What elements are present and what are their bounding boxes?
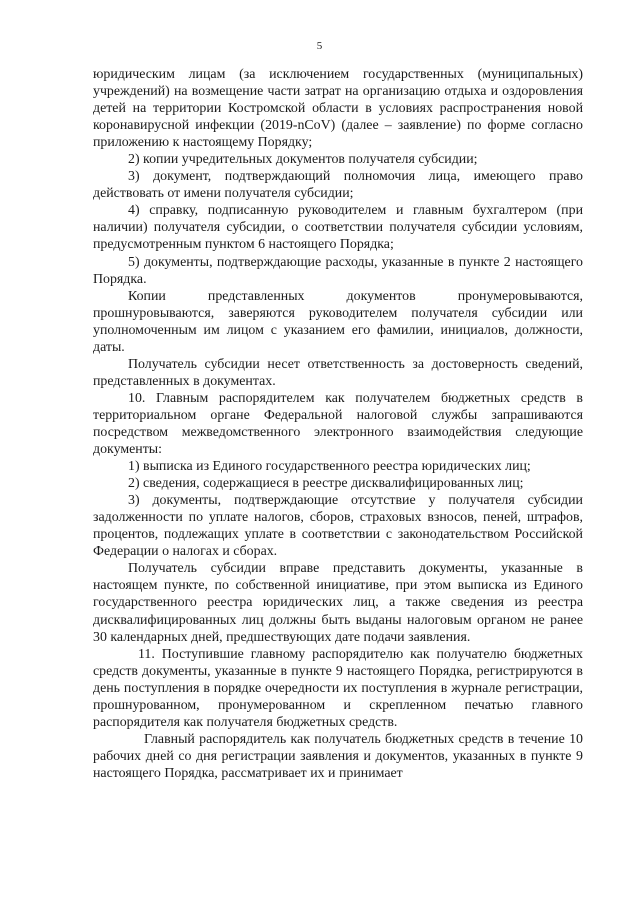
paragraph-item-2: 2) копии учредительных документов получателя субсидии; (128, 152, 478, 168)
paragraph-own-initiative: Получатель субсидии вправе представить документы, указанные в настоящем пункте, по собственной инициативе, при этом выписка из Единого государственного реестра юридических лиц, а также сведения из реестра дисквалифицированных лиц должны быть выданы налоговым органом не ранее 30 календарных дней, предшествующих дате подачи заявления. (93, 561, 583, 645)
paragraph-item-4: 4) справку, подписанную руководителем и главным бухгалтером (при наличии) получателя субсидии, о соответствии получателя субсидии условиям, предусмотренным пунктом 6 настоящего Порядка; (93, 203, 583, 253)
paragraph-application-continuation: юридическим лицам (за исключением государственных (муниципальных) учреждений) на возмещение части затрат на организацию отдыха и оздоровления детей на территории Костромской области в условиях распространения новой коронавирусной инфекции (2019-nCoV) (далее – заявление) по форме согласно приложению к настоящему Порядку; (93, 67, 583, 151)
paragraph-clause-11: 11. Поступившие главному распорядителю как получателю бюджетных средств документы, указанные в пункте 9 настоящего Порядка, регистрируются в день поступления в порядке очередности их поступления в журнале регистрации, прошнурованном, пронумерованном и скрепленном печатью главного распорядителя как получателя бюджетных средств. (93, 646, 583, 730)
paragraph-clause-10: 10. Главным распорядителем как получателем бюджетных средств в территориальном органе Федеральной налоговой службы запрашиваются посредством межведомственного электронного взаимодействия следующие документы: (93, 390, 583, 458)
paragraph-clause-10-item-1: 1) выписка из Единого государственного реестра юридических лиц; (128, 459, 531, 475)
paragraph-copies: Копии представленных документов пронумеровываются, прошнуровываются, заверяются руководителем получателя субсидии или уполномоченным им лицом с указанием его фамилии, инициалов, должности, даты. (93, 288, 583, 355)
paragraph-item-5: 5) документы, подтверждающие расходы, указанные в пункте 2 настоящего Порядка. (93, 254, 583, 287)
paragraph-review: Главный распорядитель как получатель бюджетных средств в течение 10 рабочих дней со дня регистрации заявления и документов, указанных в пункте 9 настоящего Порядка, рассматривает их и принимает (93, 731, 583, 781)
document-body (93, 66, 583, 782)
paragraph-clause-10-item-2: 2) сведения, содержащиеся в реестре дисквалифицированных лиц; (128, 476, 524, 492)
paragraph-clause-10-item-3: 3) документы, подтверждающие отсутствие у получателя субсидии задолженности по уплате налогов, сборов, страховых взносов, пеней, штрафов, процентов, подлежащих уплате в соответствии с законодательством Российской Федерации о налогах и сборах. (93, 493, 583, 560)
paragraph-item-3: 3) документ, подтверждающий полномочия лица, имеющего право действовать от имени получателя субсидии; (93, 169, 583, 202)
page-number: 5 (316, 40, 323, 52)
paragraph-responsibility: Получатель субсидии несет ответственность за достоверность сведений, представленных в документах. (93, 356, 583, 389)
